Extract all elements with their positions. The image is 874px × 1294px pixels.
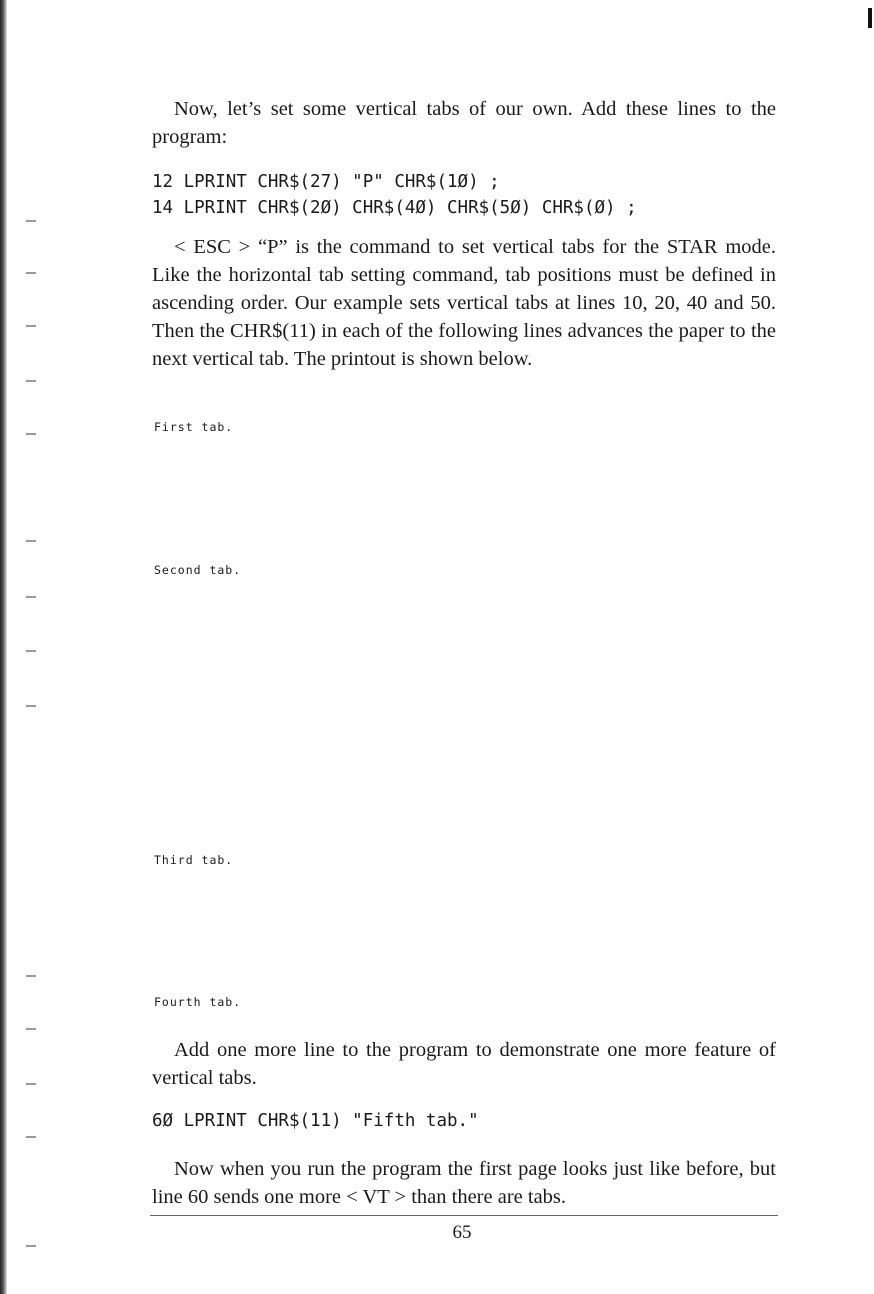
- scan-edge-mark: [26, 540, 36, 542]
- scan-edge-mark: [26, 1245, 36, 1247]
- printout-fourth-tab: Fourth tab.: [154, 995, 242, 1009]
- scan-edge-mark: [26, 433, 36, 435]
- scan-edge-mark: [26, 975, 36, 977]
- code-line-14: 14 LPRINT CHR$(2Ø) CHR$(4Ø) CHR$(5Ø) CHR$(Ø) ;: [152, 198, 637, 218]
- scan-edge-mark: [26, 1028, 36, 1030]
- run-program-paragraph: Now when you run the program the first page looks just like before, but line 60 sends one more < VT > than there are tabs.: [152, 1158, 776, 1208]
- footer-rule: [150, 1215, 778, 1216]
- scan-edge-mark: [26, 596, 36, 598]
- intro-paragraph: Now, let’s set some vertical tabs of our own. Add these lines to the program:: [152, 98, 776, 148]
- scan-corner-mark: [868, 8, 872, 28]
- scan-edge-mark: [26, 272, 36, 274]
- page-binding-edge: [0, 0, 7, 1294]
- scan-edge-mark: [26, 1083, 36, 1085]
- page-number: 65: [452, 1222, 472, 1243]
- code-line-60: 6Ø LPRINT CHR$(11) "Fifth tab.": [152, 1111, 479, 1131]
- scan-edge-mark: [26, 1136, 36, 1138]
- esc-p-paragraph: < ESC > “P” is the command to set vertical tabs for the STAR mode. Like the horizontal tab setting command, tab positions must be defined in ascending order. Our example sets vertical tabs at lines 10, 20, 40 and 50. Then the CHR$(11) in each of the following lines advances the paper to the next vertical tab. The printout is shown below.: [152, 236, 776, 370]
- scan-edge-mark: [26, 220, 36, 222]
- printout-second-tab: Second tab.: [154, 563, 242, 577]
- printout-first-tab: First tab.: [154, 420, 234, 434]
- code-line-12: 12 LPRINT CHR$(27) "P" CHR$(1Ø) ;: [152, 172, 500, 192]
- scan-edge-mark: [26, 380, 36, 382]
- scan-edge-mark: [26, 325, 36, 327]
- scan-edge-mark: [26, 705, 36, 707]
- add-line-paragraph: Add one more line to the program to demonstrate one more feature of vertical tabs.: [152, 1039, 776, 1089]
- printout-third-tab: Third tab.: [154, 853, 234, 867]
- scan-edge-mark: [26, 650, 36, 652]
